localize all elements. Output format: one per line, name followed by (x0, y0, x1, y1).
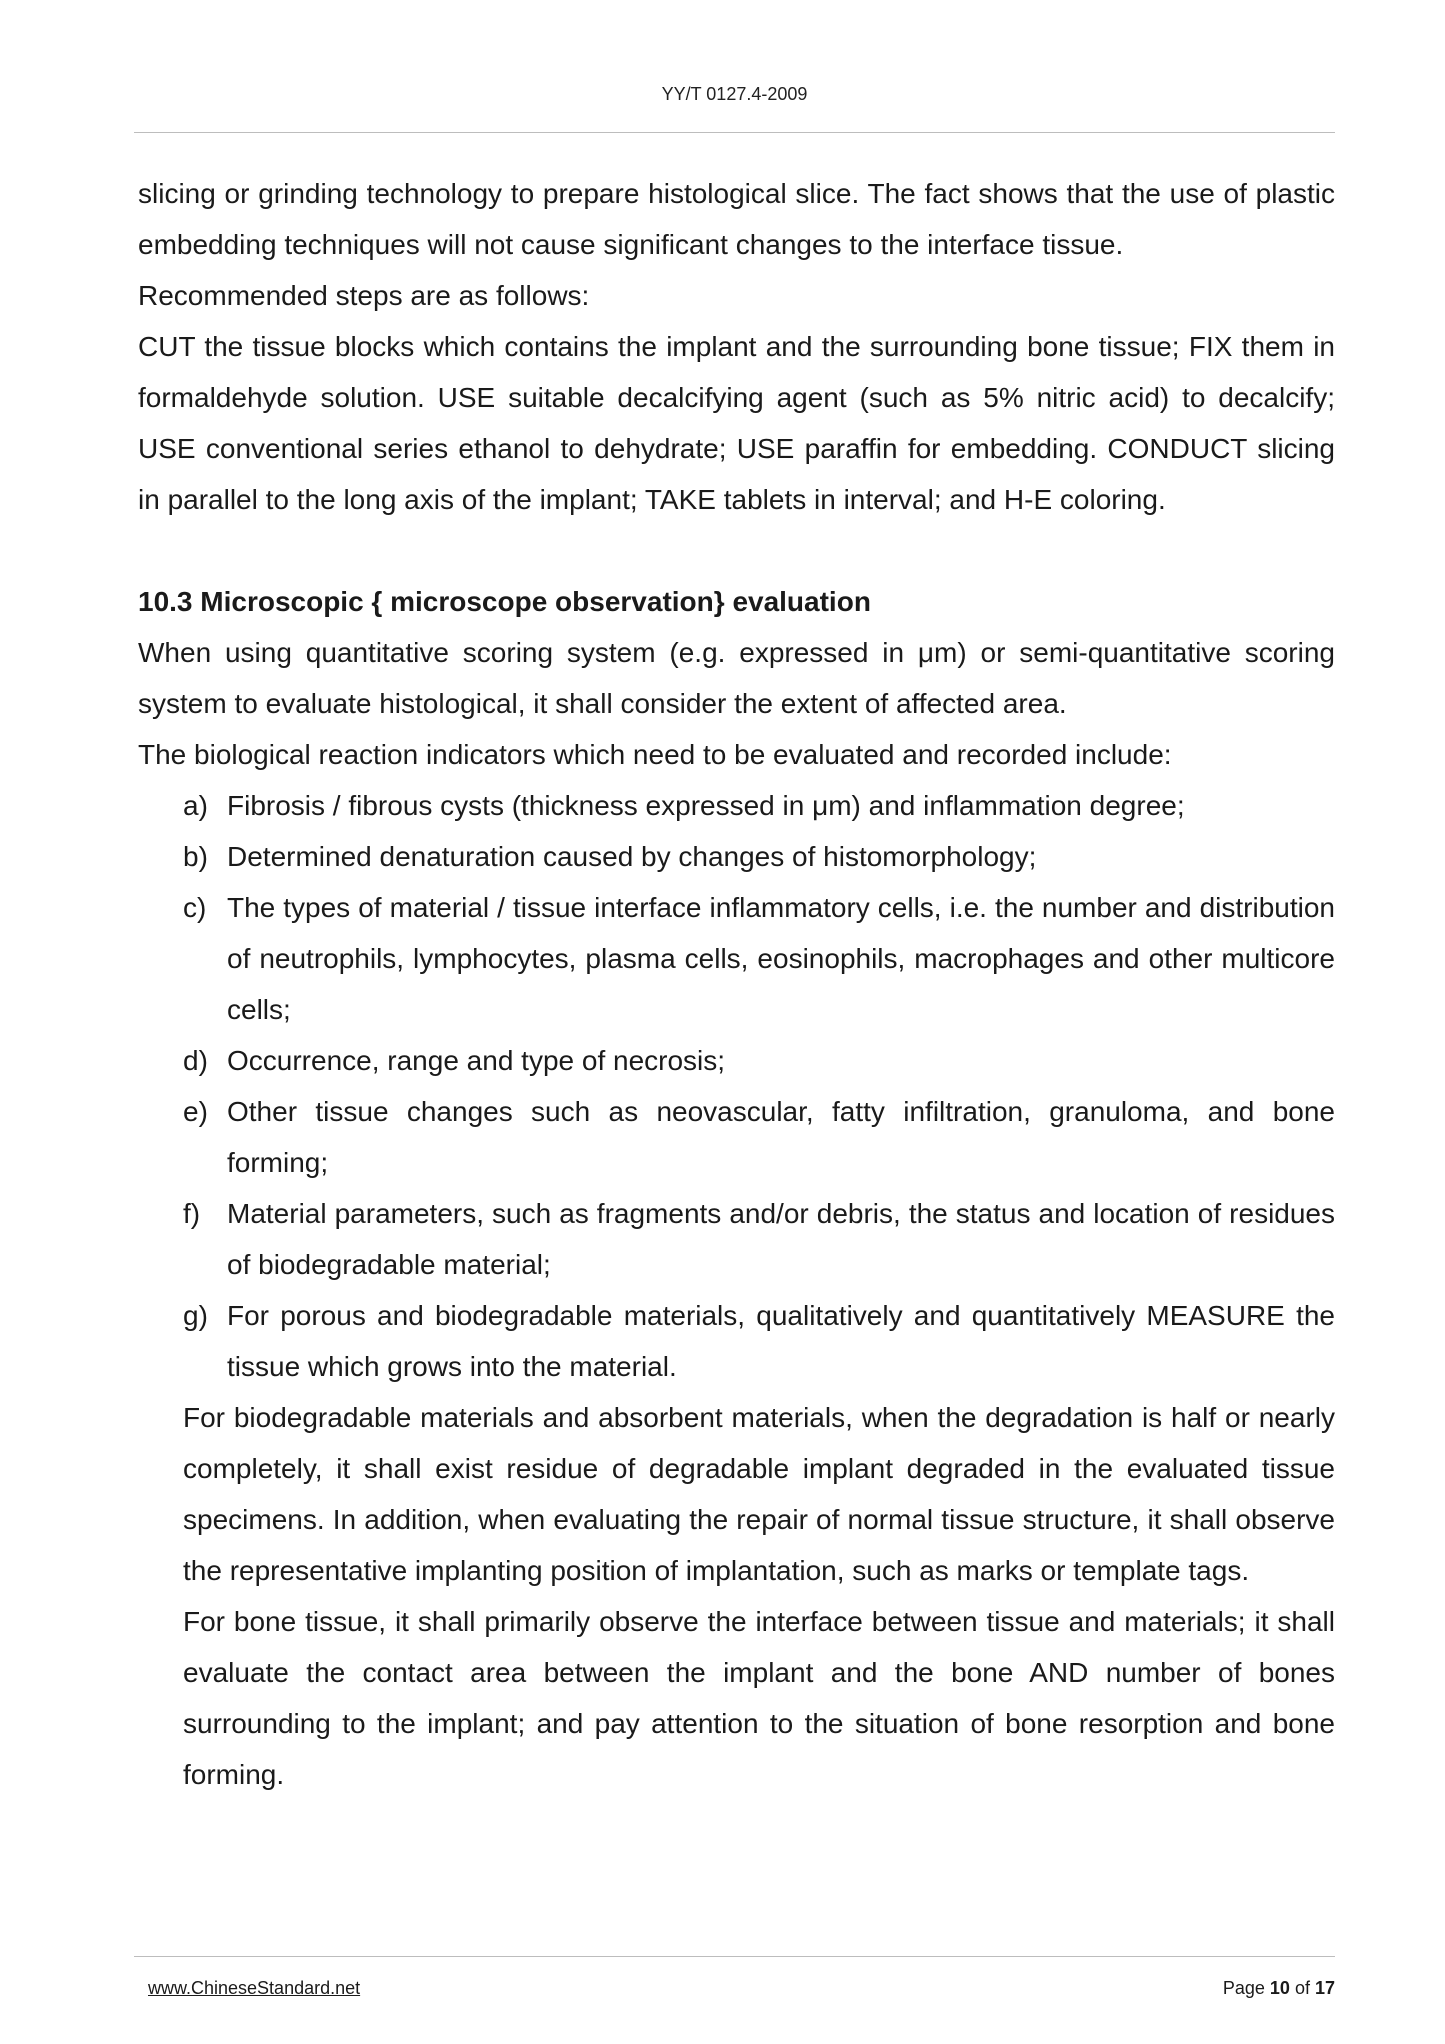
list-item-text: Material parameters, such as fragments and/or debris, the status and location of residues of biodegradable material; (227, 1198, 1335, 1280)
footer-website-link[interactable]: www.ChineseStandard.net (148, 1978, 361, 1998)
list-item (138, 1188, 1335, 1290)
list-item-text: For porous and biodegradable materials, qualitatively and quantitatively MEASURE the tissue which grows into the material. (227, 1300, 1335, 1382)
section-paragraph-2: The biological reaction indicators which need to be evaluated and recorded include: (138, 739, 1172, 770)
header-divider (134, 132, 1335, 133)
section-heading: 10.3 Microscopic { microscope observation} evaluation (138, 586, 871, 617)
intro-paragraph-3: CUT the tissue blocks which contains the implant and the surrounding bone tissue; FIX them in formaldehyde solution. USE suitable decalcifying agent (such as 5% nitric acid) to decalcify; USE conventional series ethanol to dehydrate; USE paraffin for embedding. CONDUCT slicing in parallel to the long axis of the implant; TAKE tablets in interval; and H-E coloring. (138, 331, 1335, 515)
list-item-text: Other tissue changes such as neovascular, fatty infiltration, granuloma, and bone forming; (227, 1096, 1335, 1178)
list-item (138, 780, 1335, 831)
list-item-text: The types of material / tissue interface inflammatory cells, i.e. the number and distribution of neutrophils, lymphocytes, plasma cells, eosinophils, macrophages and other multicore cells; (227, 892, 1335, 1025)
page-content (138, 168, 1335, 1800)
page-header-doc-id: YY/T 0127.4-2009 (661, 84, 808, 104)
list-item (138, 882, 1335, 1035)
page-number (1223, 1978, 1335, 1999)
list-item-text: Fibrosis / fibrous cysts (thickness expressed in μm) and inflammation degree; (227, 790, 1185, 821)
list-marker: g) (183, 1300, 208, 1331)
page-total: 17 (1314, 1978, 1335, 1998)
list-item (138, 1290, 1335, 1392)
page-prefix: Page (1222, 1978, 1265, 1998)
closing-paragraph-2: For bone tissue, it shall primarily observe the interface between tissue and materials; it shall evaluate the contact area between the implant and the bone AND number of bones surrounding to the implant; and pay attention to the situation of bone resorption and bone forming. (183, 1606, 1335, 1790)
closing-paragraph-1: For biodegradable materials and absorbent materials, when the degradation is half or nearly completely, it shall exist residue of degradable implant degraded in the evaluated tissue specimens. In addition, when evaluating the repair of normal tissue structure, it shall observe the representative implanting position of implantation, such as marks or template tags. (183, 1402, 1335, 1586)
section-paragraph-1: When using quantitative scoring system (e.g. expressed in μm) or semi-quantitative scoring system to evaluate histological, it shall consider the extent of affected area. (138, 637, 1335, 719)
intro-paragraph-1: slicing or grinding technology to prepare histological slice. The fact shows that the use of plastic embedding techniques will not cause significant changes to the interface tissue. (138, 178, 1335, 260)
list-item-text: Occurrence, range and type of necrosis; (227, 1045, 726, 1076)
intro-paragraph-2: Recommended steps are as follows: (138, 280, 590, 311)
page-current: 10 (1269, 1978, 1290, 1998)
list-marker: a) (183, 790, 208, 821)
list-item (138, 1086, 1335, 1188)
list-marker: f) (183, 1198, 201, 1229)
list-item (138, 831, 1335, 882)
list-marker: e) (183, 1096, 208, 1127)
page-of: of (1294, 1978, 1310, 1998)
list-item (138, 1035, 1335, 1086)
list-marker: b) (183, 841, 208, 872)
list-item-text: Determined denaturation caused by changes of histomorphology; (227, 841, 1037, 872)
list-marker: c) (183, 892, 207, 923)
section-spacer (138, 525, 1335, 576)
list-marker: d) (183, 1045, 208, 1076)
footer-divider (134, 1956, 1335, 1957)
indicator-list (138, 780, 1335, 1392)
